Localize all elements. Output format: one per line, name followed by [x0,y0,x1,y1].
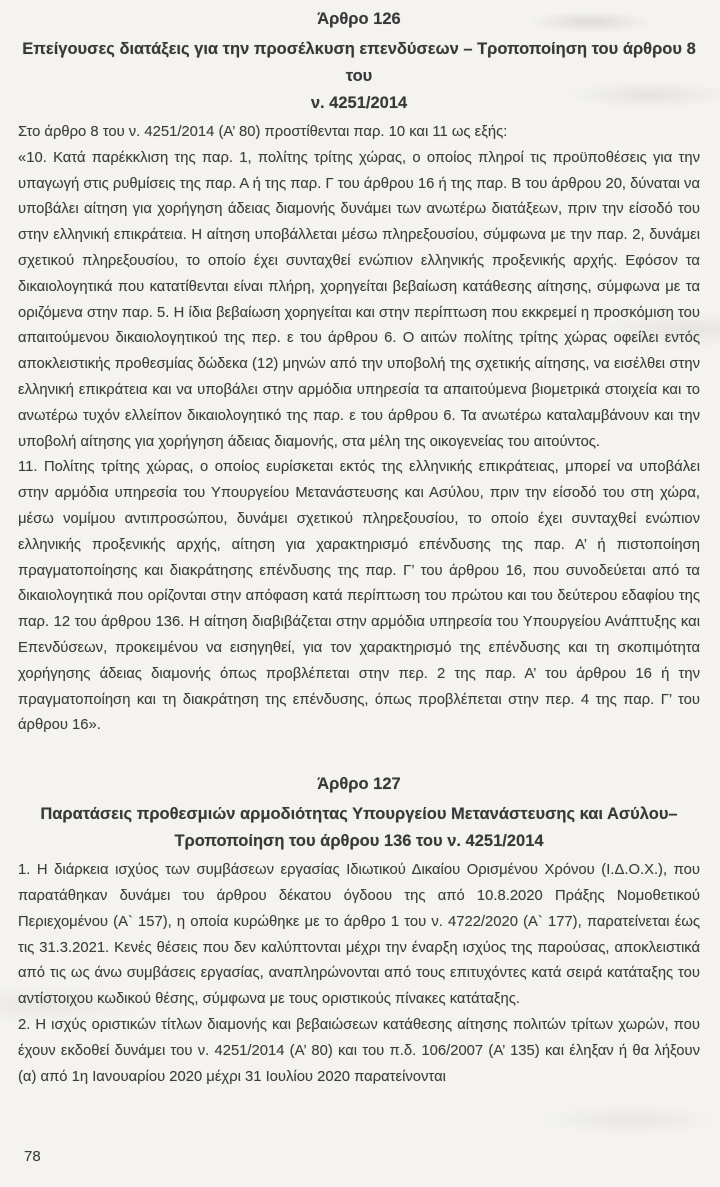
article-126-title-line-1: Επείγουσες διατάξεις για την προσέλκυση επενδύσεων – Τροποποίηση του άρθρου 8 του [22,40,696,85]
article-126-paragraph-10: «10. Κατά παρέκκλιση της παρ. 1, πολίτης τρίτης χώρας, ο οποίος πληροί τις προϋποθέσεις για την υπαγωγή στις ρυθμίσεις της παρ. Α ή της παρ. Γ του άρθρου 16 ή της παρ. Β του άρθρου 20, δύναται να υποβάλει αίτηση για χορήγηση άδειας διαμονής δυνάμει των ανωτέρω διατάξεων, πριν την είσοδό του στην ελληνική επικράτεια. Η αίτηση υποβάλλεται μέσω πληρεξουσίου, σύμφωνα με την παρ. 2, δυνάμει σχετικού πληρεξουσίου, το οποίο έχει συνταχθεί ενώπιον ελληνικής προξενικής αρχής. Εφόσον τα δικαιολογητικά που κατατίθενται είναι πλήρη, χορηγείται βεβαίωση κατάθεσης αίτησης, σύμφωνα με τα οριζόμενα στην παρ. 5. Η ίδια βεβαίωση χορηγείται και στην περίπτωση που εκκρεμεί η προσκόμιση του απαιτούμενου δικαιολογητικού της περ. ε του άρθρου 6. Ο αιτών πολίτης τρίτης χώρας οφείλει εντός αποκλειστικής προθεσμίας δώδεκα (12) μηνών από την υποβολή της σχετικής αίτησης, να εισέλθει στην ελληνική επικράτεια και να υποβάλει στην αρμόδια υπηρεσία τα απαιτούμενα βιομετρικά στοιχεία και το ανωτέρω τυχόν ελλείπον δικαιολογητικό της παρ. ε του άρθρου 6. Τα ανωτέρω καταλαμβάνουν και την υποβολή αίτησης για χορήγηση άδειας διαμονής, στα μέλη της οικογενείας του αιτούντος. [18,149,700,450]
article-127-paragraph-2: 2. Η ισχύς οριστικών τίτλων διαμονής και βεβαιώσεων κατάθεσης αίτησης πολιτών τρίτων χωρών, που έχουν εκδοθεί δυνάμει του ν. 4251/2014 (Α’ 80) και του π.δ. 106/2007 (Α’ 135) και έληξαν ή θα λήξουν (α) από 1η Ιανουαρίου 2020 μέχρι 31 Ιουλίου 2020 παρατείνονται [18,1016,700,1085]
article-127-paragraph-1: 1. Η διάρκεια ισχύος των συμβάσεων εργασίας Ιδιωτικού Δικαίου Ορισμένου Χρόνου (Ι.Δ.Ο.Χ.), που παρατάθηκαν δυνάμει του άρθρου δέκατου όγδοου της από 10.8.2020 Πράξης Νομοθετικού Περιεχομένου (Α` 157), η οποία κυρώθηκε με το άρθρο 1 του ν. 4722/2020 (Α` 177), παρατείνεται έως τις 31.3.2021. Κενές θέσεις που δεν καλύπτονται μέχρι την έναρξη ισχύος της παρούσας, αποκλειστικά από τις ως άνω συμβάσεις εργασίας, αναπληρώνονται από τους επιτυχόντες κατά σειρά κατάταξης του αντίστοιχου κωδικού θέσης, σύμφωνα με τους οριστικούς πίνακες κατάταξης. [18,862,700,1008]
article-127-title-line-2: Τροποποίηση του άρθρου 136 του ν. 4251/2014 [174,832,544,851]
article-126-heading: Άρθρο 126 [317,10,401,28]
article-127-title-line-1: Παρατάσεις προθεσμιών αρμοδιότητας Υπουργείου Μετανάστευσης και Ασύλου– [40,805,678,824]
article-126 [18,8,700,739]
article-127 [18,773,700,1090]
article-126-title-line-2: ν. 4251/2014 [310,94,408,112]
article-127-heading: Άρθρο 127 [317,775,401,794]
article-126-title [18,36,700,117]
article-126-intro-paragraph: Στο άρθρο 8 του ν. 4251/2014 (Α’ 80) προστίθενται παρ. 10 και 11 ως εξής: [18,124,508,140]
page-number: 78 [24,1148,41,1165]
article-126-paragraph-11: 11. Πολίτης τρίτης χώρας, ο οποίος ευρίσκεται εκτός της ελληνικής επικράτειας, μπορεί να υποβάλει στην αρμόδια υπηρεσία του Υπουργείου Μετανάστευσης και Ασύλου, πριν την είσοδό του στη χώρα, μέσω νομίμου αντιπροσώπου, δυνάμει σχετικού πληρεξουσίου, το οποίο έχει συνταχθεί ενώπιον ελληνικής προξενικής αρχής, αίτηση για χαρακτηρισμό επένδυσης της παρ. Α’ ή πιστοποίηση πραγματοποίησης και διακράτησης επένδυσης της παρ. Γ’ του άρθρου 16, που συνοδεύεται από τα δικαιολογητικά που ορίζονται στην απόφαση κατά περίπτωση του πρώτου και του δεύτερου εδαφίου της παρ. 12 του άρθρου 136. Η αίτηση διαβιβάζεται στην αρμόδια υπηρεσία του Υπουργείου Ανάπτυξης και Επενδύσεων, προκειμένου να εισηγηθεί, για τον χαρακτηρισμό της επένδυσης και τη σκοπιμότητα χορήγησης άδειας διαμονής όπως προβλέπεται στην περ. 2 της παρ. Α’ του άρθρου 16 ή την πραγματοποίηση και τη διακράτηση της επένδυσης, όπως προβλέπεται στην περ. 4 της παρ. Γ’ του άρθρου 16». [18,459,700,734]
article-127-title [18,801,700,855]
